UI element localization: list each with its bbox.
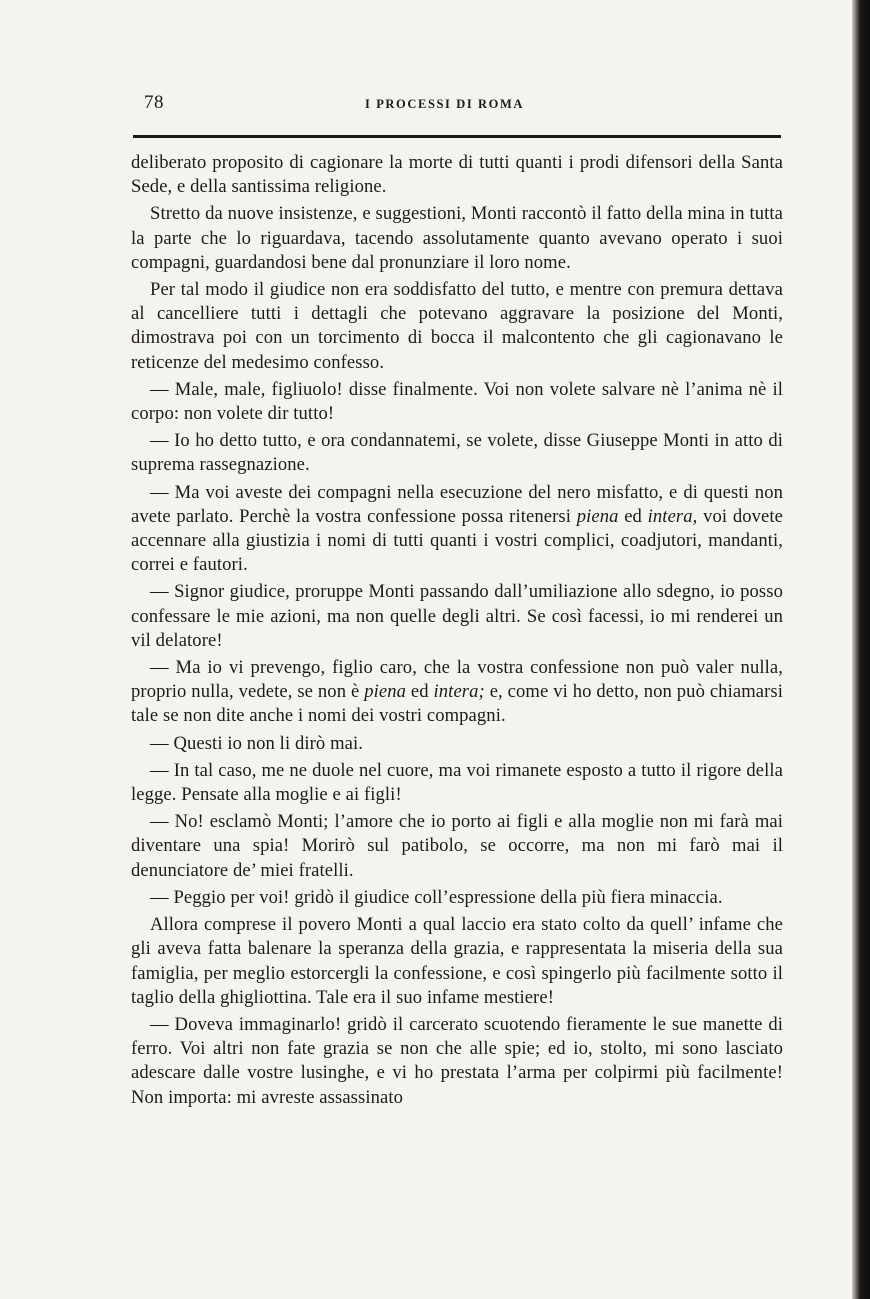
text-run: — Male, male, figliuolo! disse finalmente. Voi non volete salvare nè l’anima nè il corpo: non volete dir tutto! bbox=[131, 378, 783, 425]
paragraph bbox=[131, 913, 783, 1010]
text-run: — Doveva immaginarlo! gridò il carcerato scuotendo fieramente le sue manette di ferro. Voi altri non fate grazia se non che alle spie; ed io, stolto, mi sono lasciato adescare dalle vostre lusinghe, e vi ho prestata l’arma per colpirmi più facilmente! Non importa: mi avreste assassinato bbox=[131, 1013, 783, 1108]
paragraph bbox=[131, 429, 783, 477]
text-run: deliberato proposito di cagionare la morte di tutti quanti i prodi difensori della Santa Sede, e della santissima religione. bbox=[131, 152, 783, 198]
paragraph bbox=[131, 656, 783, 729]
paragraph bbox=[131, 886, 783, 910]
text-run: — Ma voi aveste dei compagni nella esecuzione del nero misfatto, e di questi non avete parlato. Perchè la vostra confessione possa ritenersi bbox=[131, 481, 783, 527]
italic-text: intera; bbox=[433, 681, 485, 703]
italic-text: piena bbox=[364, 681, 407, 703]
text-run: — Ma io vi prevengo, figlio caro, che la vostra confessione non può valer nulla, proprio nulla, vedete, se non è bbox=[131, 657, 783, 703]
paragraph bbox=[131, 1013, 783, 1110]
text-run: — Signor giudice, proruppe Monti passando dall’umiliazione allo sdegno, io posso confessare le mie azioni, ma non quelle degli altri. Se così facessi, io mi renderei un vil delatore! bbox=[131, 581, 783, 651]
paragraph bbox=[131, 278, 783, 375]
text-run: — Io ho detto tutto, e ora condannatemi, se volete, disse Giuseppe Monti in atto di suprema rassegnazione. bbox=[131, 430, 783, 476]
text-run: Allora comprese il povero Monti a qual laccio era stato colto da quell’ infame che gli aveva fatta balenare la speranza della grazia, e rappresentata la miseria della sua famiglia, per meglio estorcergli la confessione, e così spingerlo più facilmente sotto il taglio della ghigliottina. Tale era il suo infame mestiere! bbox=[131, 914, 783, 1008]
text-run: ed bbox=[406, 681, 434, 703]
page-number: 78 bbox=[144, 92, 164, 113]
page-header bbox=[140, 92, 780, 114]
body-text bbox=[131, 151, 783, 1113]
running-title: I PROCESSI DI ROMA bbox=[365, 97, 525, 111]
italic-text: piena bbox=[576, 505, 619, 527]
header-rule bbox=[133, 135, 781, 138]
italic-text: intera, bbox=[647, 505, 698, 527]
paragraph bbox=[131, 378, 783, 426]
text-run: e, come vi ho detto, non può chiamarsi tale se non dite anche i nomi dei vostri compagni. bbox=[131, 681, 784, 727]
text-run: — Peggio per voi! gridò il giudice coll’espressione della più fiera minaccia. bbox=[150, 886, 723, 908]
text-run: ed bbox=[618, 505, 648, 527]
paragraph bbox=[131, 580, 783, 653]
page-binding-edge bbox=[852, 0, 870, 1299]
text-run: voi dovete accennare alla giustizia i nomi di tutti quanti i vostri complici, coadjutori, mandanti, correi e fautori. bbox=[131, 505, 784, 576]
paragraph bbox=[131, 202, 783, 275]
paragraph bbox=[131, 151, 783, 199]
paragraph bbox=[131, 810, 783, 883]
paragraph bbox=[131, 481, 783, 578]
text-run: — Questi io non li dirò mai. bbox=[150, 732, 363, 754]
text-run: — No! esclamò Monti; l’amore che io porto ai figli e alla moglie non mi farà mai diventare una spia! Morirò sul patibolo, se occorre, ma non mi farò mai il denunciatore de’ miei fratelli. bbox=[131, 811, 783, 881]
paragraph bbox=[131, 732, 783, 756]
text-run: Per tal modo il giudice non era soddisfatto del tutto, e mentre con premura dettava al cancelliere tutti i dettagli che potevano aggravare la posizione del Monti, dimostrava poi con un torcimento di bocca il malcontento che gli cagionavano le reticenze del medesimo confesso. bbox=[131, 279, 783, 373]
text-run: — In tal caso, me ne duole nel cuore, ma voi rimanete esposto a tutto il rigore della legge. Pensate alla moglie e ai figli! bbox=[131, 759, 783, 806]
paragraph bbox=[131, 759, 783, 807]
text-run: Stretto da nuove insistenze, e suggestioni, Monti raccontò il fatto della mina in tutta la parte che lo riguardava, tacendo assolutamente quanto avevano operato i suoi compagni, guardandosi bene dal pronunziare il loro nome. bbox=[131, 203, 783, 273]
